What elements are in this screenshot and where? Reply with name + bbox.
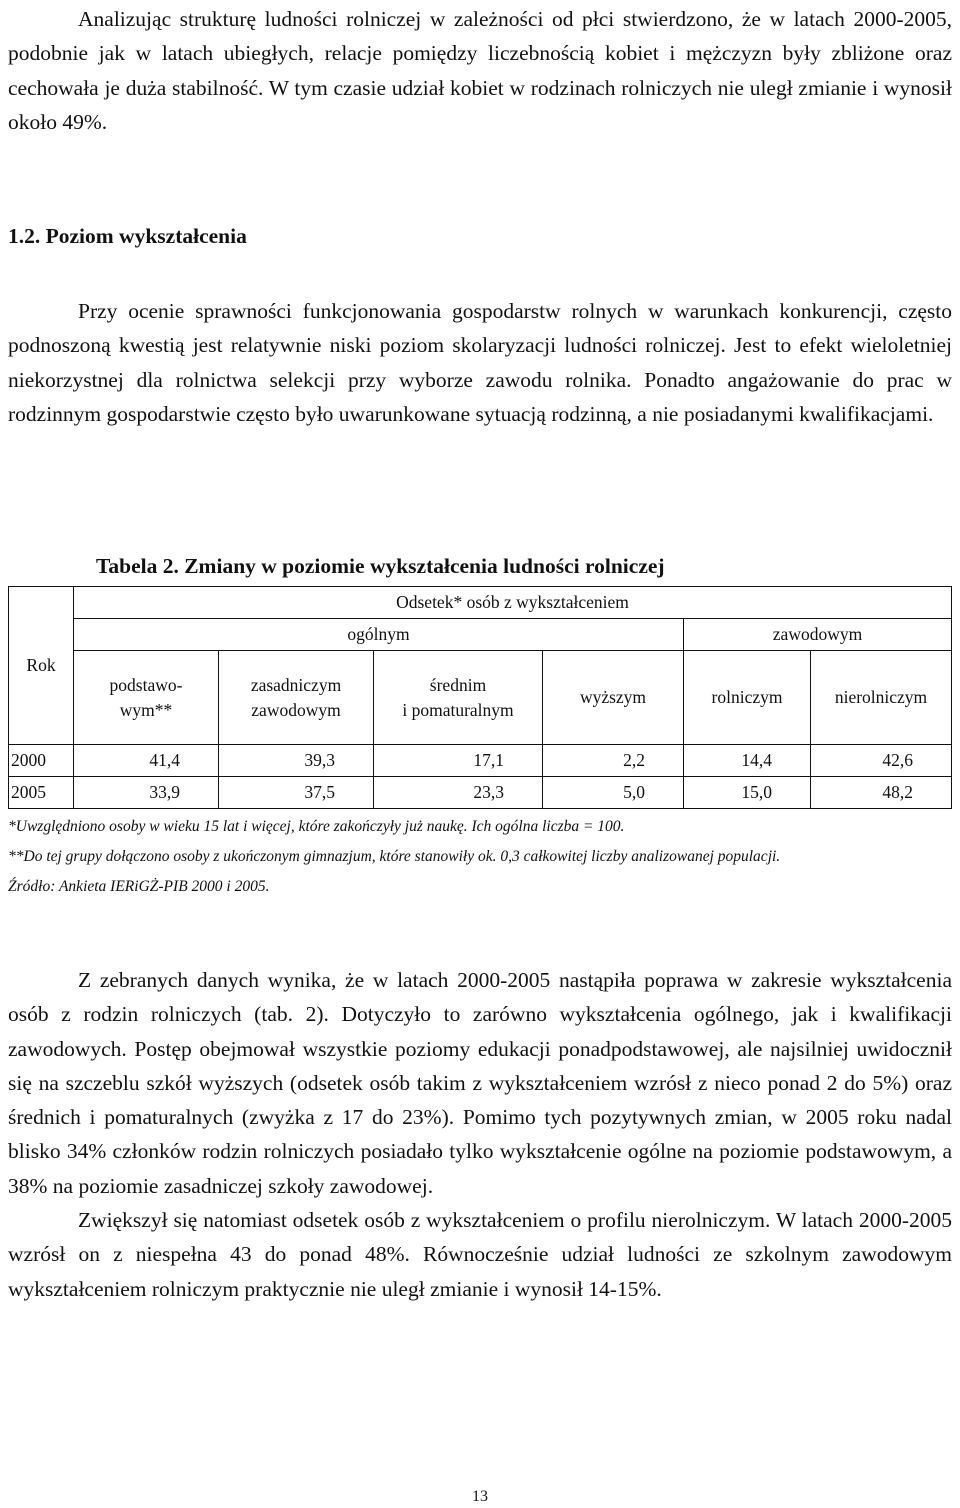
header-wyzszym: wyższym bbox=[543, 651, 684, 745]
cell-srednim: 23,3 bbox=[374, 777, 543, 809]
page-number: 13 bbox=[472, 1488, 488, 1505]
header-group-vocational: zawodowym bbox=[684, 619, 952, 651]
header-podstawowym-line2: wym** bbox=[119, 699, 173, 720]
header-rok: Rok bbox=[9, 587, 74, 745]
cell-nierolniczym: 42,6 bbox=[811, 745, 952, 777]
cell-srednim: 17,1 bbox=[374, 745, 543, 777]
header-group-general: ogólnym bbox=[74, 619, 684, 651]
cell-rolniczym: 14,4 bbox=[684, 745, 811, 777]
header-srednim bbox=[374, 651, 543, 745]
header-podstawowym-line1: podstawo- bbox=[109, 674, 183, 695]
cell-wyzszym: 2,2 bbox=[543, 745, 684, 777]
table-source: Źródło: Ankieta IERiGŻ-PIB 2000 i 2005. bbox=[8, 878, 270, 895]
header-srednim-line1: średnim bbox=[429, 674, 487, 695]
header-srednim-line2: i pomaturalnym bbox=[402, 699, 514, 720]
header-zasadniczym-line1: zasadniczym bbox=[250, 674, 342, 695]
header-rolniczym: rolniczym bbox=[684, 651, 811, 745]
section-paragraph: Przy ocenie sprawności funkcjonowania gospodarstw rolnych w warunkach konkurencji, często podnoszoną kwestią jest relatywnie niski poziom skolaryzacji ludności rolniczej. Jest to efekt wieloletniej niekorzystnej dla rolnictwa selekcji przy wyborze zawodu rolnika. Ponadto angażowanie do prac w rodzinnym gospodarstwie często było uwarunkowane sytuacją rodzinną, a nie posiadanymi kwalifikacjami. bbox=[8, 299, 952, 426]
table-note-1: *Uwzględniono osoby w wieku 15 lat i więcej, które zakończyły już naukę. Ich ogólna liczba = 100. bbox=[8, 818, 625, 835]
cell-podstawowym: 33,9 bbox=[74, 777, 219, 809]
education-table bbox=[8, 586, 952, 809]
table-notes bbox=[8, 812, 952, 902]
section-heading: 1.2. Poziom wykształcenia bbox=[8, 224, 247, 248]
cell-zasadniczym: 37,5 bbox=[219, 777, 374, 809]
conclusion-paragraph-1: Z zebranych danych wynika, że w latach 2000-2005 nastąpiła poprawa w zakresie wykształcenia osób z rodzin rolniczych (tab. 2). Dotyczyło to zarówno wykształcenia ogólnego, jak i kwalifikacji zawodowych. Postęp obejmował wszystkie poziomy edukacji ponadpodstawowej, ale najsilniej uwidocznił się na szczeblu szkół wyższych (odsetek osób takim z wykształceniem wzrósł z nieco ponad 2 do 5%) oraz średnich i pomaturalnych (zwyżka z 17 do 23%). Pomimo tych pozytywnych zmian, w 2005 roku nadal blisko 34% członków rodzin rolniczych posiadało tylko wykształcenie ogólne na poziomie podstawowym, a 38% na poziomie zasadniczej szkoły zawodowej. bbox=[8, 968, 952, 1198]
conclusion-section bbox=[8, 963, 952, 1306]
cell-podstawowym: 41,4 bbox=[74, 745, 219, 777]
conclusion-paragraph-2: Zwiększył się natomiast odsetek osób z wykształceniem o profilu nierolniczym. W latach 2000-2005 wzrósł on z niespełna 43 do ponad 48%. Równocześnie udział ludności ze szkolnym zawodowym wykształceniem rolniczym praktycznie nie uległ zmianie i wynosił 14-15%. bbox=[8, 1208, 952, 1301]
cell-year: 2005 bbox=[9, 777, 74, 809]
header-zasadniczym bbox=[219, 651, 374, 745]
cell-nierolniczym: 48,2 bbox=[811, 777, 952, 809]
header-nierolniczym: nierolniczym bbox=[811, 651, 952, 745]
table-row bbox=[9, 745, 952, 777]
cell-rolniczym: 15,0 bbox=[684, 777, 811, 809]
cell-zasadniczym: 39,3 bbox=[219, 745, 374, 777]
table-row bbox=[9, 777, 952, 809]
table-note-2: **Do tej grupy dołączono osoby z ukończonym gimnazjum, które stanowiły ok. 0,3 całkowitej liczby analizowanej populacji. bbox=[8, 848, 781, 865]
header-zasadniczym-line2: zawodowym bbox=[251, 699, 341, 720]
cell-year: 2000 bbox=[9, 745, 74, 777]
intro-paragraph: Analizując strukturę ludności rolniczej w zależności od płci stwierdzono, że w latach 2000-2005, podobnie jak w latach ubiegłych, relacje pomiędzy liczebnością kobiet i mężczyzn były zbliżone oraz cechowała je duża stabilność. W tym czasie udział kobiet w rodzinach rolniczych nie uległ zmianie i wynosił około 49%. bbox=[8, 7, 952, 134]
cell-wyzszym: 5,0 bbox=[543, 777, 684, 809]
header-odsetek: Odsetek* osób z wykształceniem bbox=[74, 587, 952, 619]
table-title: Tabela 2. Zmiany w poziomie wykształcenia ludności rolniczej bbox=[96, 554, 665, 578]
header-podstawowym bbox=[74, 651, 219, 745]
